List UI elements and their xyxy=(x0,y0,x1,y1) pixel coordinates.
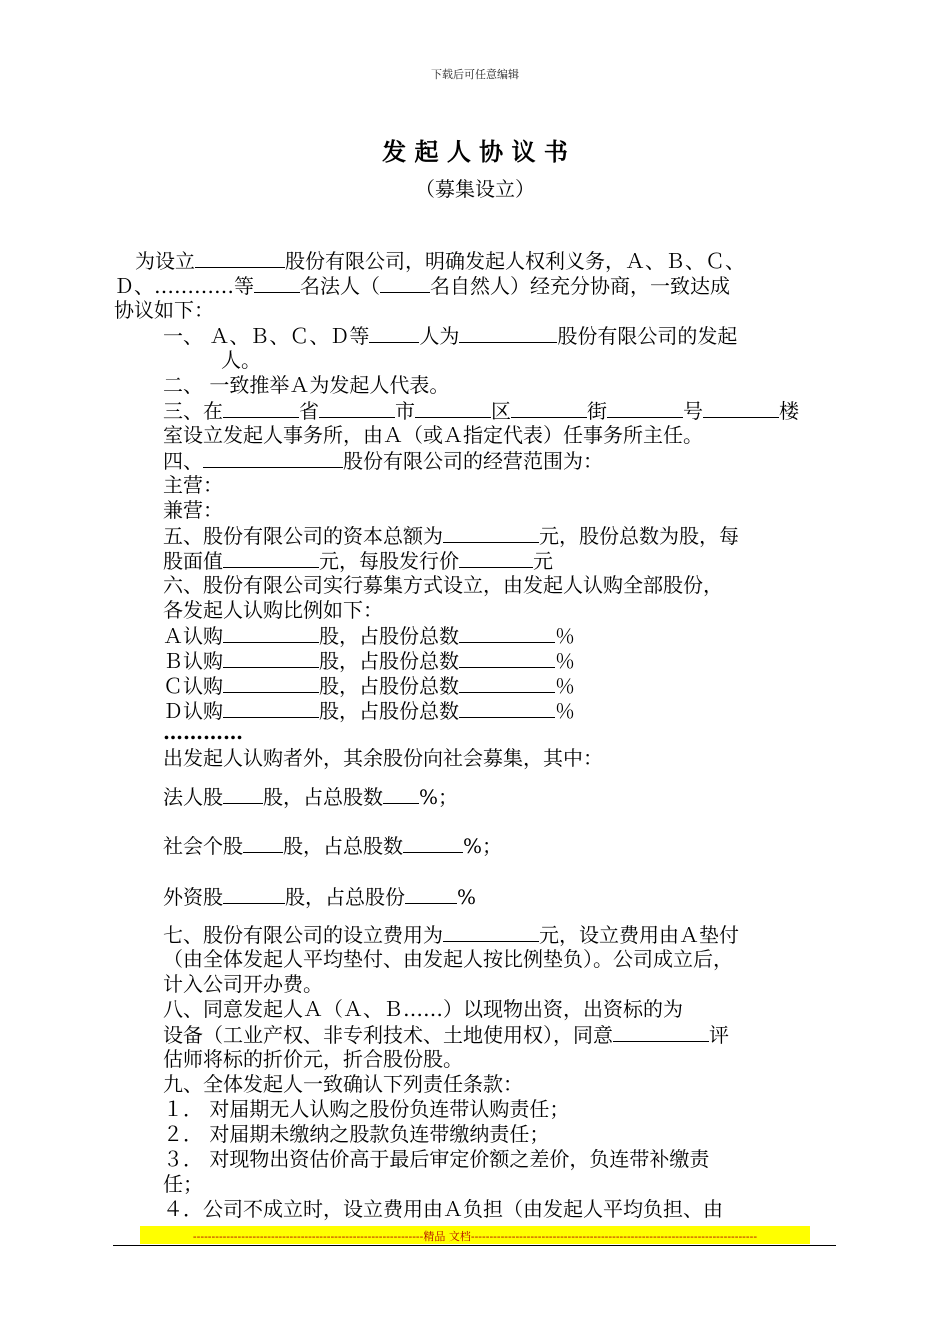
number-blank xyxy=(607,398,683,418)
company-name-blank-2 xyxy=(459,323,557,343)
clause-7: 七、股份有限公司的设立费用为 元，设立费用由Ａ垫付 xyxy=(163,923,739,947)
responsibility-3: ３． 对现物出资估价高于最后审定价额之差价，负连带补缴责 xyxy=(163,1147,710,1171)
clause-8-cont: 设备（工业产权、非专利技术、土地使用权），同意 评 xyxy=(163,1023,729,1047)
percent-blank xyxy=(383,784,419,804)
percent-blank xyxy=(403,833,463,853)
shares-blank xyxy=(223,698,319,718)
responsibility-1: １． 对届期无人认购之股份负连带认购责任； xyxy=(163,1097,570,1121)
appraiser-blank xyxy=(613,1022,709,1042)
header-note: 下载后可任意编辑 xyxy=(431,68,519,81)
shares-blank xyxy=(223,648,319,668)
responsibility-2: ２． 对届期未缴纳之股款负连带缴纳责任； xyxy=(163,1122,550,1146)
clause-5-cont: 股面值 元，每股发行价 元 xyxy=(163,549,553,573)
percent-blank xyxy=(459,698,555,718)
shares-blank xyxy=(223,884,285,904)
intro-line-1: 为设立 股份有限公司，明确发起人权利义务，Ａ、Ｂ、Ｃ、 xyxy=(135,249,745,273)
ellipsis: ………… xyxy=(163,720,243,744)
responsibility-4: ４．公司不成立时，设立费用由Ａ负担（由发起人平均负担、由 xyxy=(163,1197,723,1221)
subscription-row: Ｂ认购 股，占股份总数 ％ xyxy=(163,649,575,673)
clause-1-cont: 人。 xyxy=(221,348,261,372)
percent-blank xyxy=(459,673,555,693)
intro-line-3: 协议如下： xyxy=(114,298,214,322)
city-blank xyxy=(319,398,395,418)
clause-9: 九、全体发起人一致确认下列责任条款： xyxy=(163,1072,523,1096)
document-subtitle: （募集设立） xyxy=(415,177,535,201)
side-business: 兼营： xyxy=(163,498,223,522)
clause-6-cont: 各发起人认购比例如下： xyxy=(163,598,383,622)
district-blank xyxy=(415,398,491,418)
shares-blank xyxy=(223,673,319,693)
promoter-count-blank xyxy=(369,323,419,343)
clause-7-cont-2: 计入公司开办费。 xyxy=(163,972,323,996)
province-blank xyxy=(223,398,299,418)
subscription-row: Ｃ认购 股，占股份总数 ％ xyxy=(163,674,575,698)
shares-blank xyxy=(223,623,319,643)
percent-blank xyxy=(459,648,555,668)
intro-line-2: Ｄ、…………等 名法人（ 名自然人）经充分协商，一致达成 xyxy=(114,274,730,298)
percent-blank xyxy=(405,884,457,904)
document-title: 发 起 人 协 议 书 xyxy=(382,137,568,166)
par-value-blank xyxy=(223,548,319,568)
clause-3-cont: 室设立发起人事务所，由Ａ（或Ａ指定代表）任事务所主任。 xyxy=(163,423,703,447)
legal-person-count-blank xyxy=(254,273,300,293)
legal-person-shares: 法人股 股，占总股数 %； xyxy=(163,785,459,809)
subscription-row: Ｄ认购 股，占股份总数 ％ xyxy=(163,699,575,723)
shares-blank xyxy=(243,833,283,853)
clause-5: 五、股份有限公司的资本总额为 元，股份总数为股，每 xyxy=(163,524,739,548)
total-capital-blank xyxy=(443,523,539,543)
subscription-row: Ａ认购 股，占股份总数 ％ xyxy=(163,624,575,648)
clause-3: 三、在 省 市 区 街 号 楼 xyxy=(163,399,799,423)
issue-price-blank xyxy=(459,548,533,568)
shares-blank xyxy=(223,784,263,804)
responsibility-3-cont: 任； xyxy=(163,1172,203,1196)
setup-cost-blank xyxy=(443,922,539,942)
percent-blank xyxy=(459,623,555,643)
clause-7-cont: （由全体发起人平均垫付、由发起人按比例垫负）。公司成立后， xyxy=(163,947,733,971)
clause-8: 八、同意发起人Ａ（Ａ、Ｂ……）以现物出资，出资标的为 xyxy=(163,997,683,1021)
foreign-shares: 外资股 股，占总股份 % xyxy=(163,885,477,909)
building-blank xyxy=(703,398,779,418)
social-individual-shares: 社会个股 股，占总股数 %； xyxy=(163,834,503,858)
footer-rule xyxy=(113,1245,836,1246)
clause-2: 二、 一致推举Ａ为发起人代表。 xyxy=(163,373,450,397)
company-name-blank xyxy=(195,248,285,268)
footer-text: --------------------------------------------------------------精品 文档----------------------------------------------------------------------------- xyxy=(192,1230,758,1243)
clause-6: 六、股份有限公司实行募集方式设立，由发起人认购全部股份， xyxy=(163,573,723,597)
main-business: 主营： xyxy=(163,473,223,497)
public-offering-intro: 出发起人认购者外，其余股份向社会募集，其中： xyxy=(163,746,603,770)
street-blank xyxy=(511,398,587,418)
natural-person-count-blank xyxy=(380,273,430,293)
clause-8-cont-2: 估师将标的折价元，折合股份股。 xyxy=(163,1047,463,1071)
company-name-blank-3 xyxy=(203,448,343,468)
clause-1: 一、 Ａ、Ｂ、Ｃ、Ｄ等 人为 股份有限公司的发起 xyxy=(163,324,738,348)
clause-4: 四、 股份有限公司的经营范围为： xyxy=(163,449,603,473)
